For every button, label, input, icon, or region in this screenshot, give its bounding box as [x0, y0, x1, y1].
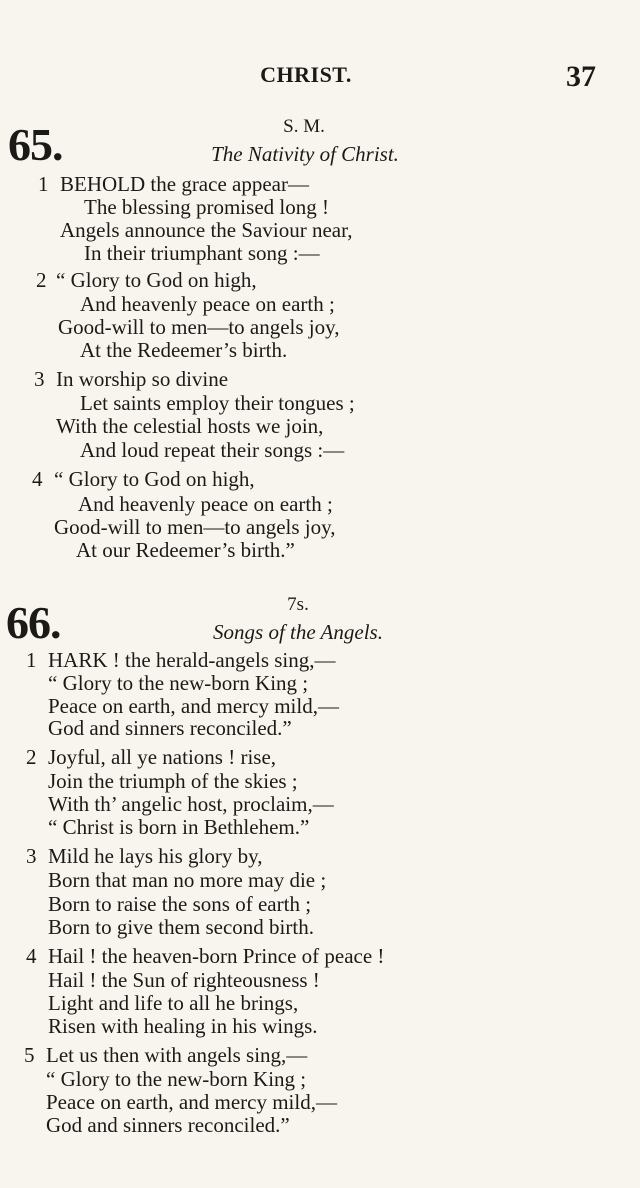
hymn-meter: S. M. — [283, 116, 325, 137]
verse-line: At the Redeemer’s birth. — [80, 338, 288, 362]
verse-line: Born to raise the sons of earth ; — [48, 892, 312, 916]
verse-line: Joyful, all ye nations ! rise, — [48, 745, 277, 769]
verse-line: The blessing promised long ! — [84, 195, 329, 219]
verse-line: Born that man no more may die ; — [48, 868, 327, 892]
hymn-number: 66. — [6, 597, 61, 648]
verse-line: And heavenly peace on earth ; — [78, 492, 333, 516]
verse-line: Good-will to men—to angels joy, — [54, 515, 336, 539]
hymn-meter: 7s. — [287, 594, 309, 615]
verse-line: BEHOLD the grace appear— — [60, 172, 309, 196]
verse-line: With th’ angelic host, proclaim,— — [48, 792, 334, 816]
stanza-number: 3 — [34, 367, 45, 391]
verse-line: Join the triumph of the skies ; — [48, 769, 298, 793]
stanza-number: 4 — [32, 467, 43, 491]
stanza-number: 2 — [26, 745, 37, 769]
verse-line: God and sinners reconciled.” — [48, 716, 292, 740]
verse-line: Hail ! the heaven-born Prince of peace ! — [48, 944, 385, 968]
stanza-number: 1 — [26, 648, 37, 672]
verse-line: “ Glory to God on high, — [56, 268, 257, 292]
stanza-number: 2 — [36, 268, 47, 292]
verse-line: In their triumphant song :— — [84, 241, 320, 265]
verse-line: Risen with healing in his wings. — [48, 1014, 318, 1038]
verse-line: Angels announce the Saviour near, — [60, 218, 353, 242]
verse-line: Mild he lays his glory by, — [48, 844, 263, 868]
hymn-subtitle: The Nativity of Christ. — [211, 142, 399, 166]
stanza-number: 3 — [26, 844, 37, 868]
verse-line: “ Glory to the new-born King ; — [48, 671, 309, 695]
page-number: 37 — [566, 60, 596, 93]
verse-line: Born to give them second birth. — [48, 915, 314, 939]
verse-line: Good-will to men—to angels joy, — [58, 315, 340, 339]
verse-line: God and sinners reconciled.” — [46, 1113, 290, 1137]
verse-line: Peace on earth, and mercy mild,— — [48, 694, 339, 718]
verse-line: And loud repeat their songs :— — [80, 438, 345, 462]
stanza-number: 1 — [38, 172, 49, 196]
verse-line: “ Christ is born in Bethlehem.” — [48, 815, 310, 839]
verse-line: HARK ! the herald-angels sing,— — [48, 648, 336, 672]
verse-line: “ Glory to the new-born King ; — [46, 1067, 307, 1091]
verse-line: With the celestial hosts we join, — [56, 414, 324, 438]
verse-line: Let saints employ their tongues ; — [80, 391, 355, 415]
verse-line: In worship so divine — [56, 367, 229, 391]
running-header: CHRIST. — [260, 62, 352, 87]
stanza-number: 5 — [24, 1043, 35, 1067]
hymn-number: 65. — [8, 119, 63, 170]
verse-line: At our Redeemer’s birth.” — [76, 538, 295, 562]
verse-line: Peace on earth, and mercy mild,— — [46, 1090, 337, 1114]
stanza-number: 4 — [26, 944, 37, 968]
verse-line: And heavenly peace on earth ; — [80, 292, 335, 316]
verse-line: Light and life to all he brings, — [48, 991, 299, 1015]
verse-line: “ Glory to God on high, — [54, 467, 255, 491]
verse-line: Let us then with angels sing,— — [46, 1043, 308, 1067]
hymn-subtitle: Songs of the Angels. — [213, 620, 383, 644]
verse-line: Hail ! the Sun of righteousness ! — [48, 968, 320, 992]
